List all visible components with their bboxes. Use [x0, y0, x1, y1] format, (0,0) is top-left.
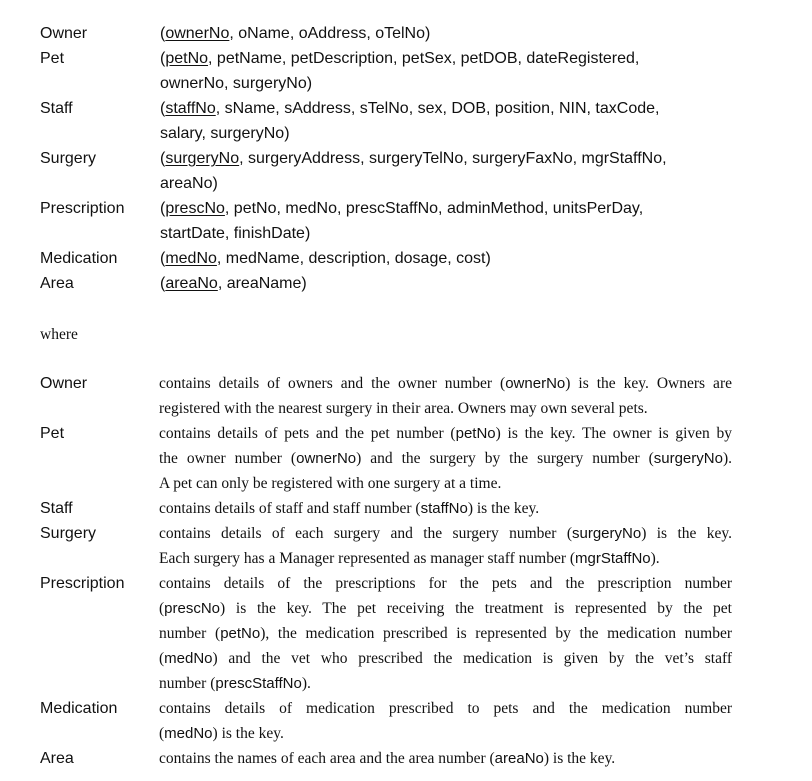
schema-line: salary, surgeryNo): [160, 125, 290, 142]
attribute-name: medNo: [164, 650, 213, 667]
relation-name: Prescription: [40, 200, 125, 217]
relation-schema: [160, 246, 720, 271]
schema-line: (prescNo, petNo, medNo, prescStaffNo, adminMethod, unitsPerDay,: [160, 200, 644, 217]
relation-name: Medication: [40, 250, 118, 267]
description-line: A pet can only be registered with one surgery at a time.: [159, 475, 502, 492]
relation-description: [159, 746, 732, 771]
attribute-name: staffNo: [420, 500, 468, 517]
description-line: contains details of staff and staff number (staffNo) is the key.: [159, 500, 540, 517]
description-line: (prescNo) is the key. The pet receiving the treatment is represented by the pet: [159, 600, 732, 617]
relation-description: [159, 521, 732, 571]
relation-name: Surgery: [40, 525, 97, 542]
description-line: registered with the nearest surgery in their area. Owners may own several pets.: [159, 400, 648, 417]
primary-key: areaNo: [165, 275, 218, 292]
description-line: number (prescStaffNo).: [159, 675, 311, 692]
description-line: (medNo) and the vet who prescribed the medication is given by the vet’s staff: [159, 650, 732, 667]
relation-schema: [160, 271, 720, 296]
relation-name: Owner: [40, 25, 88, 42]
relation-description: [159, 371, 732, 421]
schema-line: (areaNo, areaName): [160, 275, 307, 292]
description-line: contains details of medication prescribed to pets and the medication number: [159, 700, 732, 717]
relation-name: Pet: [40, 50, 65, 67]
schema-line: (medNo, medName, description, dosage, cost): [160, 250, 491, 267]
attribute-name: ownerNo: [296, 450, 357, 467]
primary-key: medNo: [165, 250, 217, 267]
relation-description: [159, 696, 732, 746]
schema-line: (surgeryNo, surgeryAddress, surgeryTelNo, surgeryFaxNo, mgrStaffNo,: [160, 150, 667, 167]
relation-schema: [160, 46, 720, 96]
schema-line: ownerNo, surgeryNo): [160, 75, 313, 92]
attribute-name: ownerNo: [505, 375, 566, 392]
where-label: where: [40, 326, 78, 343]
description-line: the owner number (ownerNo) and the surgery by the surgery number (surgeryNo).: [159, 450, 732, 467]
relation-name: Surgery: [40, 150, 97, 167]
relation-name: Area: [40, 275, 74, 292]
relation-name: Staff: [40, 500, 73, 517]
schema-line: (staffNo, sName, sAddress, sTelNo, sex, DOB, position, NIN, taxCode,: [160, 100, 660, 117]
schema-line: startDate, finishDate): [160, 225, 311, 242]
relation-description: [159, 421, 732, 496]
relation-schema: [160, 196, 720, 246]
attribute-name: prescNo: [164, 600, 221, 617]
attribute-name: medNo: [164, 725, 213, 742]
primary-key: petNo: [165, 50, 209, 67]
description-line: contains details of pets and the pet number (petNo) is the key. The owner is given by: [159, 425, 732, 442]
schema-line: (ownerNo, oName, oAddress, oTelNo): [160, 25, 431, 42]
description-line: contains details of owners and the owner number (ownerNo) is the key. Owners are: [159, 375, 732, 392]
attribute-name: petNo: [220, 625, 261, 642]
attribute-name: petNo: [455, 425, 496, 442]
attribute-name: areaNo: [494, 750, 544, 767]
attribute-name: surgeryNo: [572, 525, 642, 542]
attribute-name: surgeryNo: [653, 450, 723, 467]
schema-line: areaNo): [160, 175, 218, 192]
primary-key: surgeryNo: [165, 150, 240, 167]
description-line: contains details of each surgery and the surgery number (surgeryNo) is the key.: [159, 525, 733, 542]
relation-name: Prescription: [40, 575, 125, 592]
relation-schema: [160, 146, 720, 196]
relation-description: [159, 496, 732, 521]
description-line: contains details of the prescriptions for the pets and the prescription number: [159, 575, 732, 592]
description-line: (medNo) is the key.: [159, 725, 284, 742]
attribute-name: mgrStaffNo: [575, 550, 651, 567]
relation-name: Area: [40, 750, 74, 767]
relation-name: Pet: [40, 425, 65, 442]
relation-name: Owner: [40, 375, 88, 392]
description-line: Each surgery has a Manager represented as manager staff number (mgrStaffNo).: [159, 550, 660, 567]
relation-name: Medication: [40, 700, 118, 717]
relation-schema: [160, 96, 720, 146]
relation-description: [159, 571, 732, 696]
relation-schema: [160, 21, 720, 46]
description-line: number (petNo), the medication prescribed is represented by the medication number: [159, 625, 732, 642]
description-line: contains the names of each area and the area number (areaNo) is the key.: [159, 750, 616, 767]
primary-key: staffNo: [165, 100, 216, 117]
primary-key: prescNo: [165, 200, 225, 217]
primary-key: ownerNo: [165, 25, 230, 42]
relation-name: Staff: [40, 100, 73, 117]
schema-line: (petNo, petName, petDescription, petSex, petDOB, dateRegistered,: [160, 50, 640, 67]
attribute-name: prescStaffNo: [215, 675, 302, 692]
